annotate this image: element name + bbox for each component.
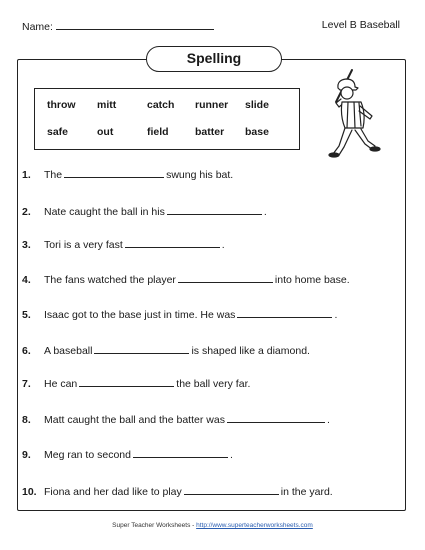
answer-blank[interactable]: [227, 412, 325, 423]
word-bank: [34, 88, 300, 150]
answer-blank[interactable]: [237, 307, 332, 318]
question-1: 1. The swung his bat.: [22, 169, 234, 181]
word-bank-item: catch: [147, 99, 175, 111]
question-9: 9. Meg ran to second .: [22, 449, 233, 461]
word-bank-item: out: [97, 126, 114, 138]
name-field: [22, 19, 214, 33]
answer-blank[interactable]: [79, 376, 174, 387]
answer-blank[interactable]: [178, 272, 273, 283]
page-title: Spelling: [146, 46, 282, 72]
word-bank-item: runner: [195, 99, 229, 111]
answer-blank[interactable]: [125, 237, 220, 248]
footer-link[interactable]: http://www.superteacherworksheets.com: [196, 522, 313, 529]
footer: Super Teacher Worksheets - http://www.superteacherworksheets.com: [112, 522, 313, 529]
answer-blank[interactable]: [133, 447, 228, 458]
word-bank-item: safe: [47, 126, 69, 138]
word-bank-item: slide: [245, 99, 269, 111]
word-bank-item: base: [245, 126, 269, 138]
question-4: 4. The fans watched the player into home base.: [22, 274, 350, 286]
answer-blank[interactable]: [94, 343, 189, 354]
answer-blank[interactable]: [167, 204, 262, 215]
question-10: 10. Fiona and her dad like to play in the yard.: [22, 486, 333, 498]
word-bank-item: throw: [47, 99, 76, 111]
name-line[interactable]: [56, 19, 214, 30]
level-label: Level B Baseball: [321, 19, 400, 31]
baseball-player-icon: [322, 68, 390, 160]
question-3: 3. Tori is a very fast .: [22, 239, 225, 251]
question-6: 6. A baseball is shaped like a diamond.: [22, 345, 310, 357]
name-label: Name:: [22, 21, 53, 33]
word-bank-item: mitt: [97, 99, 117, 111]
question-7: 7. He can the ball very far.: [22, 378, 251, 390]
question-2: 2. Nate caught the ball in his .: [22, 206, 267, 218]
answer-blank[interactable]: [184, 484, 279, 495]
word-bank-item: batter: [195, 126, 225, 138]
answer-blank[interactable]: [64, 167, 164, 178]
word-bank-item: field: [147, 126, 169, 138]
question-8: 8. Matt caught the ball and the batter was .: [22, 414, 330, 426]
question-5: 5. Isaac got to the base just in time. He was .: [22, 309, 338, 321]
